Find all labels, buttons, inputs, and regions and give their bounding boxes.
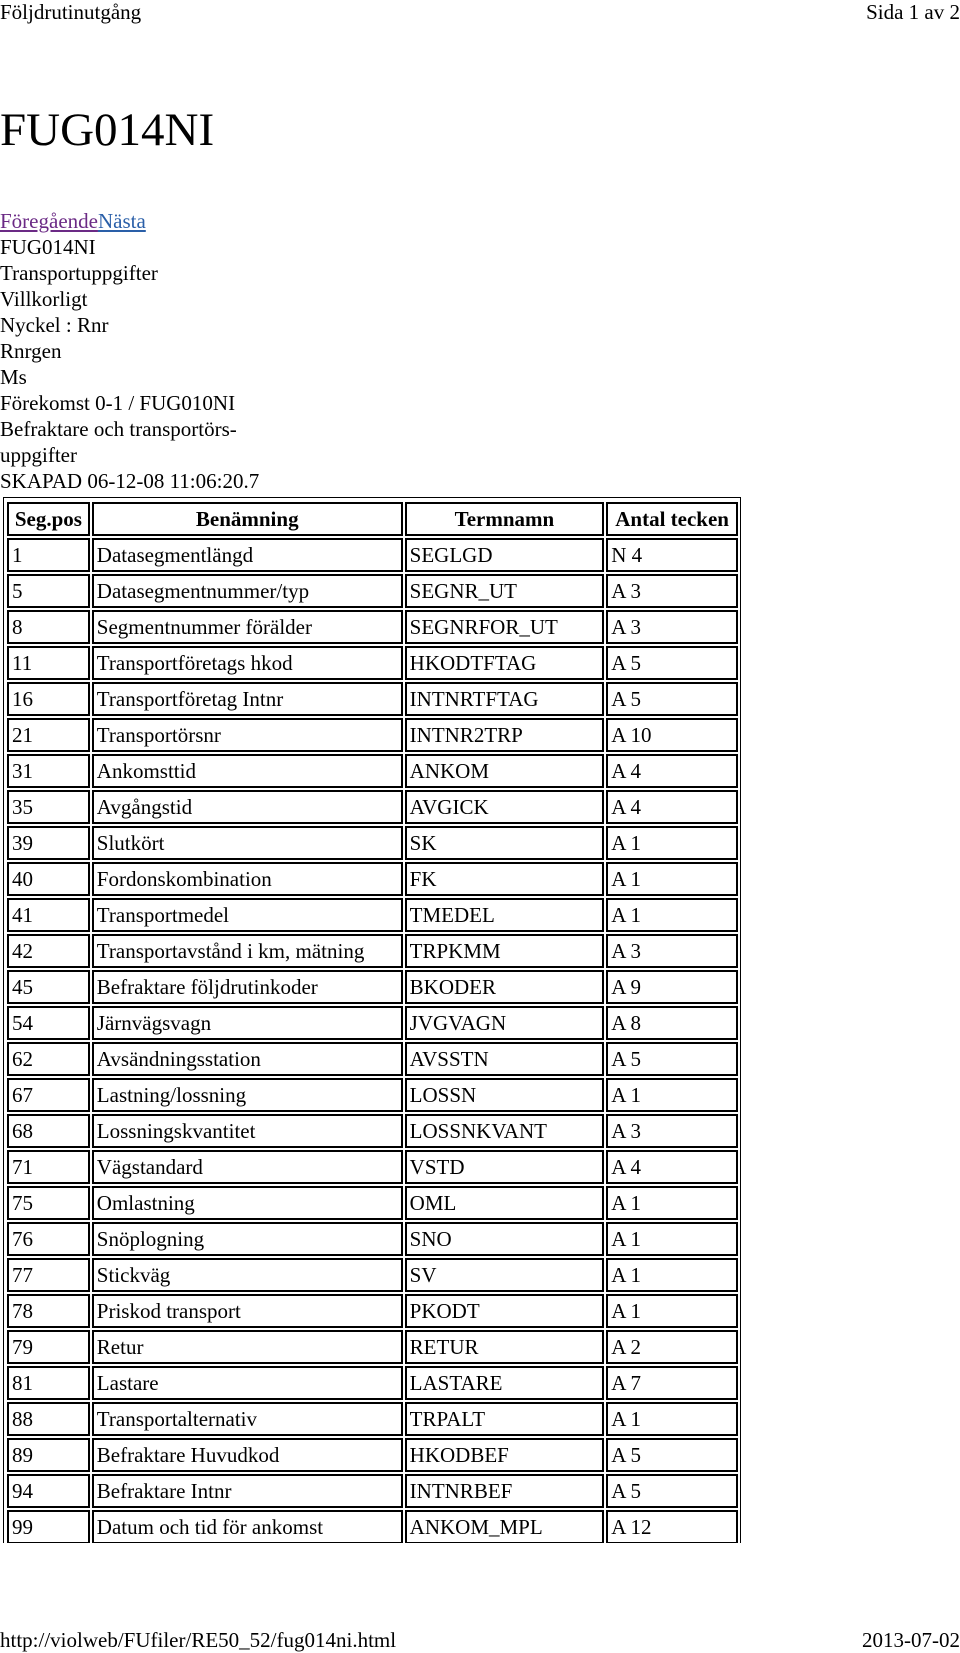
table-row (7, 1042, 738, 1076)
cell-benamning: Järnvägsvagn (92, 1006, 403, 1040)
cell-benamning: Befraktare Intnr (92, 1474, 403, 1508)
table-row (7, 1294, 738, 1328)
cell-antal-tecken: N 4 (606, 538, 738, 572)
cell-benamning: Fordonskombination (92, 862, 403, 896)
cell-termnamn: OML (405, 1186, 605, 1220)
table-row (7, 754, 738, 788)
cell-segpos: 77 (7, 1258, 90, 1292)
table-row (7, 538, 738, 572)
cell-termnamn: AVSSTN (405, 1042, 605, 1076)
cell-segpos: 75 (7, 1186, 90, 1220)
table-row (7, 1330, 738, 1364)
cell-termnamn: JVGVAGN (405, 1006, 605, 1040)
cell-benamning: Lastare (92, 1366, 403, 1400)
cell-benamning: Transportföretags hkod (92, 646, 403, 680)
cell-antal-tecken: A 1 (606, 898, 738, 932)
cell-antal-tecken: A 12 (606, 1510, 738, 1543)
cell-segpos: 16 (7, 682, 90, 716)
footer-date: 2013-07-02 (862, 1628, 960, 1652)
cell-segpos: 94 (7, 1474, 90, 1508)
cell-termnamn: INTNR2TRP (405, 718, 605, 752)
cell-benamning: Datasegmentlängd (92, 538, 403, 572)
table-row (7, 1510, 738, 1543)
cell-antal-tecken: A 1 (606, 1186, 738, 1220)
cell-antal-tecken: A 5 (606, 1474, 738, 1508)
cell-antal-tecken: A 3 (606, 934, 738, 968)
cell-termnamn: INTNRBEF (405, 1474, 605, 1508)
cell-antal-tecken: A 9 (606, 970, 738, 1004)
cell-segpos: 67 (7, 1078, 90, 1112)
cell-benamning: Transportmedel (92, 898, 403, 932)
cell-segpos: 68 (7, 1114, 90, 1148)
table-row (7, 898, 738, 932)
header-page-number: Sida 1 av 2 (866, 0, 960, 24)
cell-termnamn: LOSSNKVANT (405, 1114, 605, 1148)
cell-benamning: Transportföretag Intnr (92, 682, 403, 716)
table-row (7, 862, 738, 896)
table-row (7, 1114, 738, 1148)
cell-termnamn: BKODER (405, 970, 605, 1004)
cell-benamning: Snöplogning (92, 1222, 403, 1256)
page-footer (0, 1628, 960, 1652)
previous-link[interactable]: Föregående (0, 209, 98, 233)
cell-antal-tecken: A 5 (606, 1042, 738, 1076)
cell-antal-tecken: A 4 (606, 790, 738, 824)
header-document-name: Följdrutinutgång (0, 0, 142, 24)
info-line: Nyckel : Rnr (0, 313, 109, 337)
cell-benamning: Avsändningsstation (92, 1042, 403, 1076)
cell-benamning: Datum och tid för ankomst (92, 1510, 403, 1543)
cell-benamning: Slutkört (92, 826, 403, 860)
cell-segpos: 42 (7, 934, 90, 968)
cell-segpos: 79 (7, 1330, 90, 1364)
page-header (0, 0, 960, 24)
table-row (7, 574, 738, 608)
cell-antal-tecken: A 4 (606, 754, 738, 788)
cell-termnamn: LOSSN (405, 1078, 605, 1112)
cell-termnamn: SEGNR_UT (405, 574, 605, 608)
cell-antal-tecken: A 4 (606, 1150, 738, 1184)
info-line: SKAPAD 06-12-08 11:06:20.7 (0, 469, 260, 493)
cell-termnamn: VSTD (405, 1150, 605, 1184)
cell-benamning: Priskod transport (92, 1294, 403, 1328)
cell-antal-tecken: A 10 (606, 718, 738, 752)
column-header-segpos: Seg.pos (7, 502, 90, 536)
cell-benamning: Stickväg (92, 1258, 403, 1292)
cell-benamning: Segmentnummer förälder (92, 610, 403, 644)
info-line: Rnrgen (0, 339, 62, 363)
page-title: FUG014NI (0, 104, 215, 156)
table-row (7, 1438, 738, 1472)
info-line: Ms (0, 365, 27, 389)
cell-termnamn: RETUR (405, 1330, 605, 1364)
cell-termnamn: TMEDEL (405, 898, 605, 932)
info-line: FUG014NI (0, 235, 96, 259)
cell-antal-tecken: A 5 (606, 646, 738, 680)
cell-segpos: 40 (7, 862, 90, 896)
segment-table-container (3, 497, 741, 1543)
cell-antal-tecken: A 1 (606, 1078, 738, 1112)
table-row (7, 970, 738, 1004)
table-row (7, 1186, 738, 1220)
cell-segpos: 1 (7, 538, 90, 572)
cell-termnamn: FK (405, 862, 605, 896)
cell-segpos: 8 (7, 610, 90, 644)
footer-url: http://violweb/FUfiler/RE50_52/fug014ni.html (0, 1628, 397, 1652)
column-header-termnamn: Termnamn (405, 502, 605, 536)
table-row (7, 826, 738, 860)
cell-benamning: Befraktare följdrutinkoder (92, 970, 403, 1004)
table-row (7, 646, 738, 680)
cell-termnamn: TRPALT (405, 1402, 605, 1436)
cell-termnamn: SK (405, 826, 605, 860)
cell-segpos: 62 (7, 1042, 90, 1076)
table-row (7, 610, 738, 644)
cell-benamning: Avgångstid (92, 790, 403, 824)
cell-termnamn: ANKOM_MPL (405, 1510, 605, 1543)
cell-segpos: 89 (7, 1438, 90, 1472)
cell-antal-tecken: A 1 (606, 1222, 738, 1256)
cell-segpos: 71 (7, 1150, 90, 1184)
cell-antal-tecken: A 1 (606, 1294, 738, 1328)
cell-segpos: 76 (7, 1222, 90, 1256)
table-header-row (7, 502, 738, 536)
cell-benamning: Lastning/lossning (92, 1078, 403, 1112)
cell-antal-tecken: A 5 (606, 1438, 738, 1472)
cell-antal-tecken: A 3 (606, 574, 738, 608)
cell-termnamn: SNO (405, 1222, 605, 1256)
table-row (7, 790, 738, 824)
column-header-benamning: Benämning (92, 502, 403, 536)
cell-termnamn: INTNRTFTAG (405, 682, 605, 716)
table-row (7, 718, 738, 752)
cell-antal-tecken: A 1 (606, 862, 738, 896)
table-row (7, 1366, 738, 1400)
info-line: Befraktare och transportörs- (0, 417, 237, 441)
info-line: Transportuppgifter (0, 261, 158, 285)
cell-benamning: Transportavstånd i km, mätning (92, 934, 403, 968)
cell-segpos: 21 (7, 718, 90, 752)
table-row (7, 1078, 738, 1112)
table-row (7, 1006, 738, 1040)
cell-termnamn: PKODT (405, 1294, 605, 1328)
table-row (7, 1222, 738, 1256)
table-row (7, 1150, 738, 1184)
cell-antal-tecken: A 1 (606, 826, 738, 860)
cell-segpos: 45 (7, 970, 90, 1004)
cell-antal-tecken: A 8 (606, 1006, 738, 1040)
cell-antal-tecken: A 3 (606, 1114, 738, 1148)
cell-termnamn: SEGLGD (405, 538, 605, 572)
column-header-antal-tecken: Antal tecken (606, 502, 738, 536)
cell-antal-tecken: A 1 (606, 1402, 738, 1436)
next-link[interactable]: Nästa (97, 209, 146, 233)
cell-benamning: Omlastning (92, 1186, 403, 1220)
cell-antal-tecken: A 3 (606, 610, 738, 644)
prev-next-nav (0, 208, 146, 234)
table-row (7, 682, 738, 716)
table-row (7, 1474, 738, 1508)
segment-info (0, 234, 300, 494)
cell-antal-tecken: A 2 (606, 1330, 738, 1364)
cell-termnamn: SV (405, 1258, 605, 1292)
cell-benamning: Transportörsnr (92, 718, 403, 752)
info-line: Villkorligt (0, 287, 88, 311)
cell-termnamn: LASTARE (405, 1366, 605, 1400)
table-row (7, 1402, 738, 1436)
cell-segpos: 39 (7, 826, 90, 860)
info-line: Förekomst 0-1 / FUG010NI (0, 391, 236, 415)
cell-benamning: Ankomsttid (92, 754, 403, 788)
table-row (7, 1258, 738, 1292)
segment-table (5, 500, 740, 1543)
cell-benamning: Lossningskvantitet (92, 1114, 403, 1148)
table-row (7, 934, 738, 968)
info-line: uppgifter (0, 443, 77, 467)
cell-segpos: 81 (7, 1366, 90, 1400)
cell-segpos: 99 (7, 1510, 90, 1543)
cell-segpos: 54 (7, 1006, 90, 1040)
cell-segpos: 78 (7, 1294, 90, 1328)
cell-segpos: 41 (7, 898, 90, 932)
cell-benamning: Befraktare Huvudkod (92, 1438, 403, 1472)
cell-segpos: 35 (7, 790, 90, 824)
cell-termnamn: AVGICK (405, 790, 605, 824)
cell-segpos: 11 (7, 646, 90, 680)
cell-segpos: 88 (7, 1402, 90, 1436)
cell-antal-tecken: A 5 (606, 682, 738, 716)
cell-segpos: 5 (7, 574, 90, 608)
cell-termnamn: TRPKMM (405, 934, 605, 968)
cell-termnamn: SEGNRFOR_UT (405, 610, 605, 644)
cell-benamning: Datasegmentnummer/typ (92, 574, 403, 608)
cell-benamning: Vägstandard (92, 1150, 403, 1184)
cell-segpos: 31 (7, 754, 90, 788)
cell-termnamn: ANKOM (405, 754, 605, 788)
cell-benamning: Retur (92, 1330, 403, 1364)
cell-antal-tecken: A 1 (606, 1258, 738, 1292)
cell-benamning: Transportalternativ (92, 1402, 403, 1436)
cell-termnamn: HKODBEF (405, 1438, 605, 1472)
cell-antal-tecken: A 7 (606, 1366, 738, 1400)
cell-termnamn: HKODTFTAG (405, 646, 605, 680)
